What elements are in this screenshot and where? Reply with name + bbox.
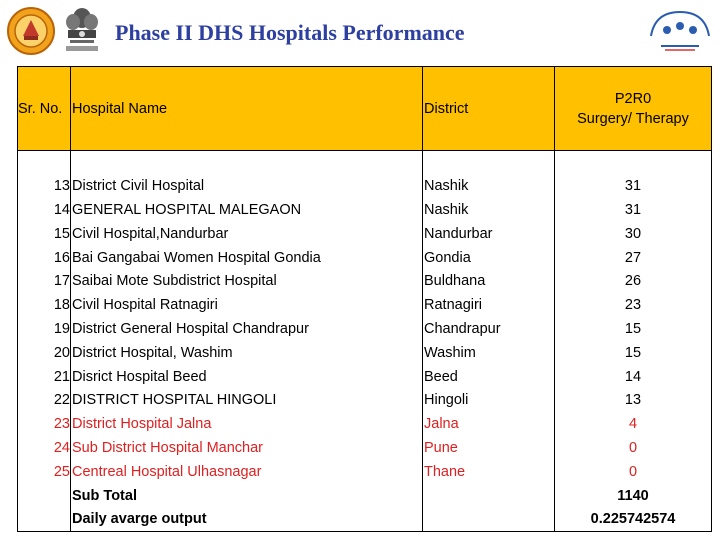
- hospital-name-cell: Centreal Hospital Ulhasnagar: [71, 460, 423, 484]
- p2r0-value-cell: 15: [555, 317, 712, 341]
- district-cell: Pune: [423, 436, 555, 460]
- district-cell: Washim: [423, 341, 555, 365]
- table-row: [18, 317, 712, 341]
- total-row: [18, 484, 712, 508]
- national-emblem-icon: [60, 4, 104, 56]
- table-header-row: [18, 67, 712, 151]
- p2r0-value-cell: 31: [555, 174, 712, 198]
- p2r0-value-cell: 26: [555, 269, 712, 293]
- table-row: [18, 436, 712, 460]
- spacer-row: [18, 151, 712, 175]
- sr-no-cell: 21: [18, 365, 71, 389]
- district-cell: Chandrapur: [423, 317, 555, 341]
- p2r0-value-cell: 30: [555, 222, 712, 246]
- hospital-name-cell: Bai Gangabai Women Hospital Gondia: [71, 246, 423, 270]
- district-cell: Jalna: [423, 412, 555, 436]
- header-p2r0-line2: Surgery/ Therapy: [577, 110, 689, 127]
- hospital-name-cell: District Civil Hospital: [71, 174, 423, 198]
- hospital-name-cell: District Hospital Jalna: [71, 412, 423, 436]
- sr-no-cell: 22: [18, 388, 71, 412]
- table-row: [18, 365, 712, 389]
- table-row: [18, 460, 712, 484]
- district-cell: Nashik: [423, 174, 555, 198]
- total-value-cell: 0.225742574: [555, 507, 712, 531]
- empty-cell: [423, 484, 555, 508]
- district-cell: Ratnagiri: [423, 293, 555, 317]
- sr-no-cell: 25: [18, 460, 71, 484]
- district-cell: Nashik: [423, 198, 555, 222]
- sr-no-cell: 20: [18, 341, 71, 365]
- empty-cell: [18, 484, 71, 508]
- p2r0-value-cell: 13: [555, 388, 712, 412]
- p2r0-value-cell: 23: [555, 293, 712, 317]
- table-row: [18, 269, 712, 293]
- sr-no-cell: 24: [18, 436, 71, 460]
- sr-no-cell: 18: [18, 293, 71, 317]
- hospital-name-cell: District General Hospital Chandrapur: [71, 317, 423, 341]
- header-district: District: [423, 67, 555, 151]
- district-cell: Thane: [423, 460, 555, 484]
- hospital-name-cell: Sub District Hospital Manchar: [71, 436, 423, 460]
- district-cell: Gondia: [423, 246, 555, 270]
- sr-no-cell: 17: [18, 269, 71, 293]
- hospital-name-cell: Saibai Mote Subdistrict Hospital: [71, 269, 423, 293]
- district-cell: Hingoli: [423, 388, 555, 412]
- total-row: [18, 507, 712, 531]
- table-row: [18, 341, 712, 365]
- sr-no-cell: 13: [18, 174, 71, 198]
- header-p2r0-line1: P2R0: [614, 90, 652, 107]
- hospital-name-cell: District Hospital, Washim: [71, 341, 423, 365]
- header-sr-no: Sr. No.: [18, 67, 71, 151]
- header-p2r0: [555, 67, 712, 151]
- hospital-name-cell: Civil Hospital Ratnagiri: [71, 293, 423, 317]
- p2r0-value-cell: 0: [555, 436, 712, 460]
- hospital-name-cell: Civil Hospital,Nandurbar: [71, 222, 423, 246]
- table-row: [18, 246, 712, 270]
- sr-no-cell: 23: [18, 412, 71, 436]
- slide-header: [0, 0, 720, 62]
- table-row: [18, 293, 712, 317]
- empty-cell: [423, 507, 555, 531]
- performance-table: [17, 66, 705, 528]
- sr-no-cell: 19: [18, 317, 71, 341]
- p2r0-value-cell: 0: [555, 460, 712, 484]
- sr-no-cell: 14: [18, 198, 71, 222]
- sr-no-cell: 16: [18, 246, 71, 270]
- empty-cell: [18, 507, 71, 531]
- p2r0-value-cell: 14: [555, 365, 712, 389]
- table-row: [18, 174, 712, 198]
- p2r0-value-cell: 15: [555, 341, 712, 365]
- table-row: [18, 388, 712, 412]
- district-cell: Buldhana: [423, 269, 555, 293]
- hospital-name-cell: GENERAL HOSPITAL MALEGAON: [71, 198, 423, 222]
- state-seal-icon: [6, 6, 56, 56]
- district-cell: Nandurbar: [423, 222, 555, 246]
- p2r0-value-cell: 31: [555, 198, 712, 222]
- table-row: [18, 198, 712, 222]
- p2r0-value-cell: 27: [555, 246, 712, 270]
- district-cell: Beed: [423, 365, 555, 389]
- hospital-name-cell: DISTRICT HOSPITAL HINGOLI: [71, 388, 423, 412]
- page-title: Phase II DHS Hospitals Performance: [115, 20, 465, 45]
- total-label-cell: Daily avarge output: [71, 507, 423, 531]
- program-logo-icon: [645, 6, 715, 54]
- sr-no-cell: 15: [18, 222, 71, 246]
- total-label-cell: Sub Total: [71, 484, 423, 508]
- p2r0-value-cell: 4: [555, 412, 712, 436]
- header-hospital-name: Hospital Name: [71, 67, 423, 151]
- total-value-cell: 1140: [555, 484, 712, 508]
- table-row: [18, 222, 712, 246]
- hospital-name-cell: Disrict Hospital Beed: [71, 365, 423, 389]
- table-row: [18, 412, 712, 436]
